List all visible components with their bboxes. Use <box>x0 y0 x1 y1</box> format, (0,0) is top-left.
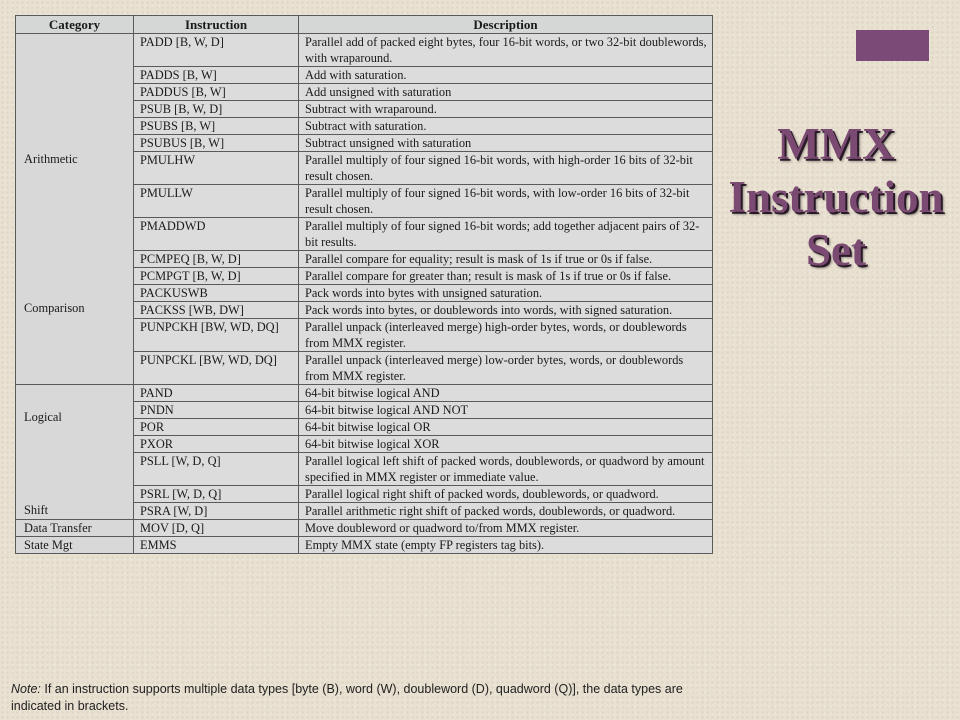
category-data-transfer: Data Transfer <box>16 520 134 537</box>
mmx-table-figure <box>15 15 712 554</box>
description-cell: Subtract with saturation. <box>299 118 713 135</box>
instruction-cell: PSLL [W, D, Q] <box>134 453 299 486</box>
instruction-cell: PSUBUS [B, W] <box>134 135 299 152</box>
footnote-lead: Note: <box>11 682 41 696</box>
accent-block <box>856 30 929 61</box>
instruction-cell: PSRL [W, D, Q] <box>134 486 299 503</box>
table-row <box>16 34 713 67</box>
instruction-cell: PAND <box>134 385 299 402</box>
description-cell: Empty MMX state (empty FP registers tag bits). <box>299 537 713 554</box>
description-cell: Move doubleword or quadword to/from MMX register. <box>299 520 713 537</box>
instruction-cell: PMULHW <box>134 152 299 185</box>
instruction-cell: PMULLW <box>134 185 299 218</box>
table-header-row <box>16 16 713 34</box>
instruction-cell: PUNPCKH [BW, WD, DQ] <box>134 319 299 352</box>
description-cell: 64-bit bitwise logical XOR <box>299 436 713 453</box>
description-cell: Parallel unpack (interleaved merge) low-order bytes, words, or doublewords from MMX register. <box>299 352 713 385</box>
category-comparison: Comparison <box>24 301 85 315</box>
slide-title-line-2: Instruction <box>728 172 944 222</box>
instruction-cell: PADDUS [B, W] <box>134 84 299 101</box>
category-shift: Shift <box>24 503 49 517</box>
instruction-cell: MOV [D, Q] <box>134 520 299 537</box>
category-state-mgt: State Mgt <box>16 537 134 554</box>
description-cell: 64-bit bitwise logical AND <box>299 385 713 402</box>
description-cell: Parallel logical right shift of packed words, doublewords, or quadword. <box>299 486 713 503</box>
category-arithmetic: Arithmetic <box>24 152 78 166</box>
instruction-cell: PXOR <box>134 436 299 453</box>
description-cell: Pack words into bytes with unsigned saturation. <box>299 285 713 302</box>
header-description: Description <box>299 16 713 34</box>
instruction-cell: PADD [B, W, D] <box>134 34 299 67</box>
instruction-cell: EMMS <box>134 537 299 554</box>
instruction-cell: PMADDWD <box>134 218 299 251</box>
table-row <box>16 385 713 402</box>
description-cell: Parallel arithmetic right shift of packed words, doublewords, or quadword. <box>299 503 713 520</box>
instruction-cell: PADDS [B, W] <box>134 67 299 84</box>
category-cell-logical-shift <box>16 385 134 520</box>
instruction-cell: PSUB [B, W, D] <box>134 101 299 118</box>
description-cell: Parallel multiply of four signed 16-bit words; add together adjacent pairs of 32-bit results. <box>299 218 713 251</box>
description-cell: Parallel unpack (interleaved merge) high-order bytes, words, or doublewords from MMX register. <box>299 319 713 352</box>
instruction-cell: POR <box>134 419 299 436</box>
description-cell: Pack words into bytes, or doublewords into words, with signed saturation. <box>299 302 713 319</box>
header-instruction: Instruction <box>134 16 299 34</box>
description-cell: 64-bit bitwise logical OR <box>299 419 713 436</box>
category-logical: Logical <box>24 410 62 424</box>
description-cell: Parallel multiply of four signed 16-bit words, with high-order 16 bits of 32-bit result chosen. <box>299 152 713 185</box>
table-footnote <box>11 681 711 715</box>
header-category: Category <box>16 16 134 34</box>
description-cell: Parallel multiply of four signed 16-bit words, with low-order 16 bits of 32-bit result chosen. <box>299 185 713 218</box>
slide-title <box>718 118 954 277</box>
slide-title-line-3: Set <box>806 225 866 275</box>
instruction-cell: PUNPCKL [BW, WD, DQ] <box>134 352 299 385</box>
instruction-cell: PCMPGT [B, W, D] <box>134 268 299 285</box>
mmx-instruction-table <box>15 15 713 554</box>
instruction-cell: PSRA [W, D] <box>134 503 299 520</box>
instruction-cell: PCMPEQ [B, W, D] <box>134 251 299 268</box>
footnote-text: If an instruction supports multiple data types [byte (B), word (W), doubleword (D), quadword (Q)], the data types are indicated in brackets. <box>11 682 683 713</box>
table-row <box>16 537 713 554</box>
instruction-cell: PACKSS [WB, DW] <box>134 302 299 319</box>
description-cell: Parallel logical left shift of packed words, doublewords, or quadword by amount specified in MMX register or immediate value. <box>299 453 713 486</box>
description-cell: Parallel compare for equality; result is mask of 1s if true or 0s if false. <box>299 251 713 268</box>
description-cell: Add with saturation. <box>299 67 713 84</box>
category-cell-arith-comp-conv <box>16 34 134 385</box>
description-cell: Subtract with wraparound. <box>299 101 713 118</box>
instruction-cell: PNDN <box>134 402 299 419</box>
table-row <box>16 520 713 537</box>
description-cell: Subtract unsigned with saturation <box>299 135 713 152</box>
instruction-cell: PSUBS [B, W] <box>134 118 299 135</box>
description-cell: Parallel compare for greater than; result is mask of 1s if true or 0s if false. <box>299 268 713 285</box>
instruction-cell: PACKUSWB <box>134 285 299 302</box>
description-cell: 64-bit bitwise logical AND NOT <box>299 402 713 419</box>
description-cell: Parallel add of packed eight bytes, four 16-bit words, or two 32-bit doublewords, with wraparound. <box>299 34 713 67</box>
slide-title-line-1: MMX <box>777 119 895 169</box>
description-cell: Add unsigned with saturation <box>299 84 713 101</box>
